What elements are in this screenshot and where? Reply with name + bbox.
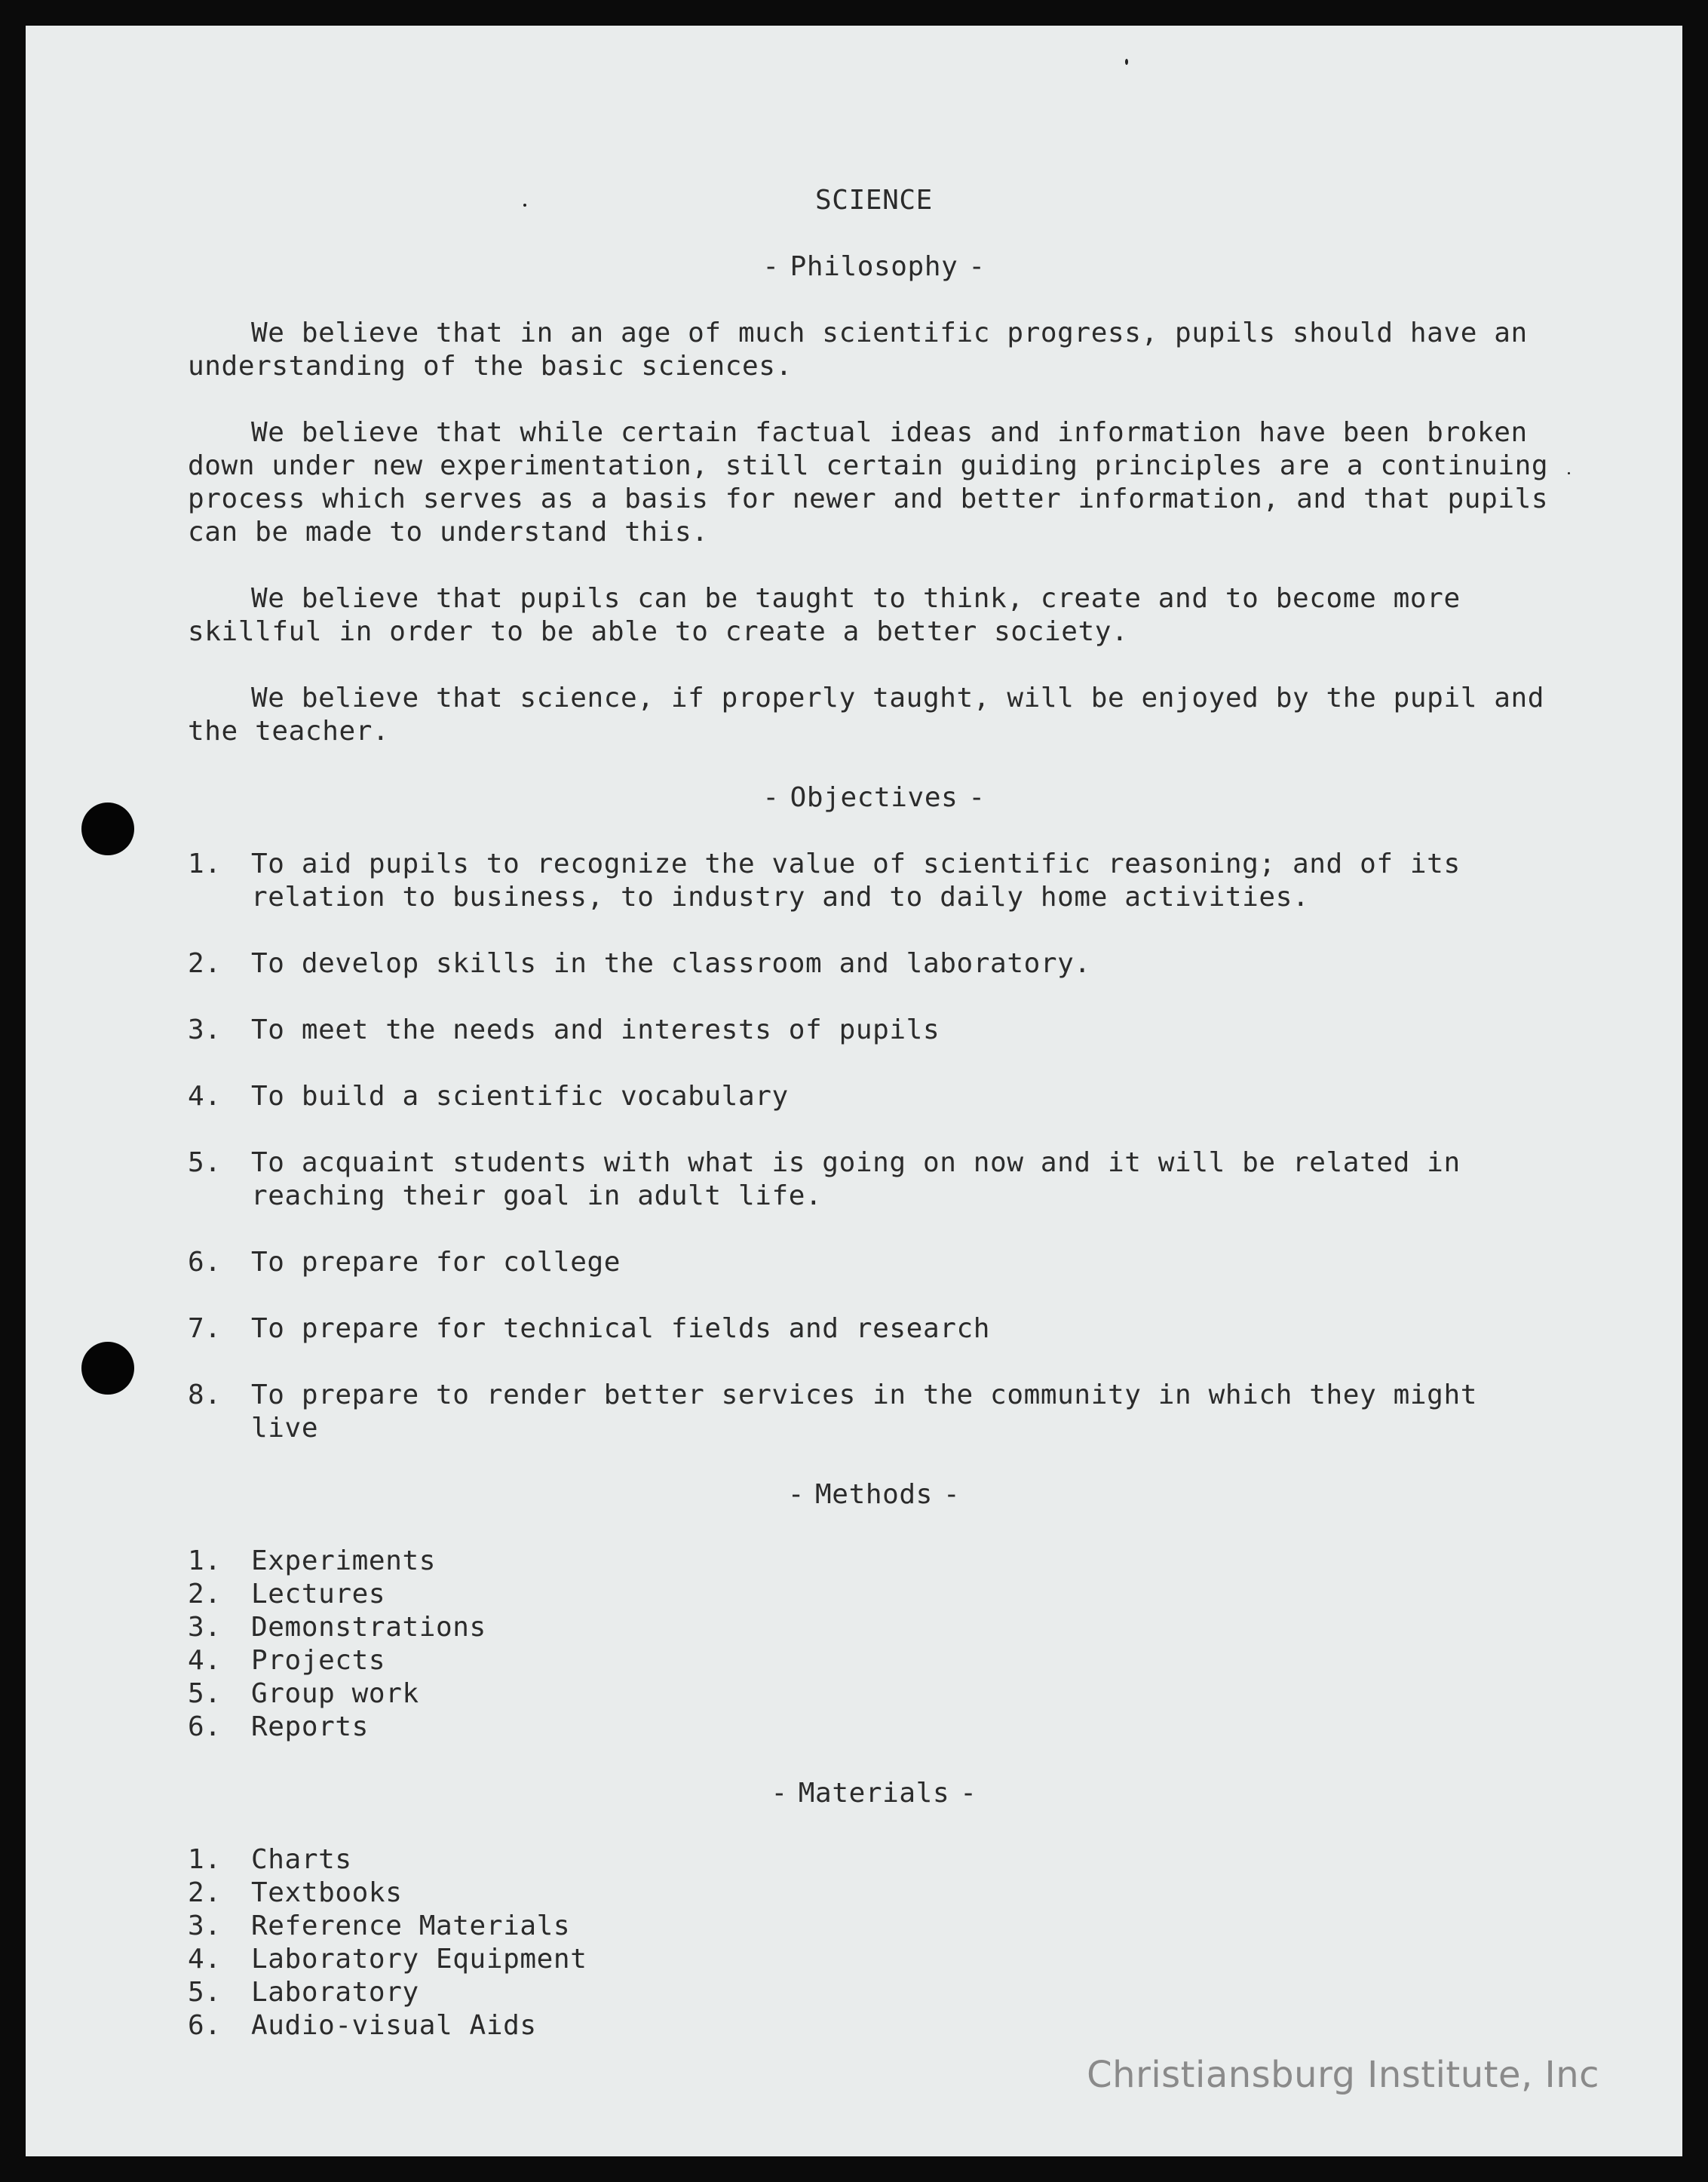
objectives-list xyxy=(188,848,1560,1445)
list-item xyxy=(188,1611,1560,1644)
item-text: Experiments xyxy=(251,1545,437,1576)
archive-watermark: Christiansburg Institute, Inc xyxy=(1087,2054,1599,2096)
list-item xyxy=(188,1545,1560,1578)
document-body xyxy=(188,184,1560,2076)
item-text: To prepare to render better services in the community in which they might live xyxy=(251,1379,1477,1444)
heading-dash: - xyxy=(762,251,780,282)
list-item xyxy=(188,1312,1560,1346)
item-number: 6. xyxy=(188,1711,222,1742)
list-item xyxy=(188,1379,1560,1445)
ink-speck xyxy=(1568,472,1570,474)
list-item xyxy=(188,1711,1560,1744)
list-item xyxy=(188,1578,1560,1611)
item-text: Audio-visual Aids xyxy=(251,2010,537,2041)
item-number: 1. xyxy=(188,849,222,879)
heading-dash: - xyxy=(968,251,986,282)
item-number: 6. xyxy=(188,1247,222,1278)
list-item xyxy=(188,848,1560,914)
item-number: 3. xyxy=(188,1612,222,1643)
philosophy-section xyxy=(188,317,1560,748)
item-number: 5. xyxy=(188,1977,222,2008)
item-number: 1. xyxy=(188,1844,222,1875)
binder-hole-top xyxy=(81,803,134,855)
item-text: Laboratory Equipment xyxy=(251,1944,587,1975)
item-text: Projects xyxy=(251,1645,386,1676)
materials-heading xyxy=(188,1777,1560,1810)
ink-speck xyxy=(1125,59,1128,65)
philosophy-heading-text: Philosophy xyxy=(790,251,958,282)
methods-heading-text: Methods xyxy=(815,1479,933,1510)
heading-dash: - xyxy=(943,1479,961,1510)
philosophy-paragraph: We believe that while certain factual ideas and information have been broken down under new experimentation, still certain guiding principles are a continuing process which serves as a basis for newer and better information, and that pupils can be made to understand this. xyxy=(188,417,1549,548)
list-item xyxy=(188,1644,1560,1677)
item-number: 2. xyxy=(188,1877,222,1908)
item-number: 3. xyxy=(188,1014,222,1045)
materials-list xyxy=(188,1843,1560,2042)
item-number: 1. xyxy=(188,1545,222,1576)
item-text: Laboratory xyxy=(251,1977,419,2008)
heading-dash: - xyxy=(787,1479,805,1510)
philosophy-paragraph: We believe that in an age of much scientific progress, pupils should have an understanding of the basic sciences. xyxy=(188,318,1528,382)
list-item xyxy=(188,1677,1560,1711)
item-number: 5. xyxy=(188,1678,222,1709)
item-text: To develop skills in the classroom and laboratory. xyxy=(251,948,1091,979)
list-item xyxy=(188,1976,1560,2009)
objectives-heading xyxy=(188,781,1560,815)
item-text: Charts xyxy=(251,1844,352,1875)
list-item xyxy=(188,1080,1560,1113)
item-text: To build a scientific vocabulary xyxy=(251,1081,789,1112)
item-text: To prepare for technical fields and research xyxy=(251,1313,991,1344)
item-number: 2. xyxy=(188,948,222,979)
document-page xyxy=(26,26,1682,2156)
list-item xyxy=(188,1843,1560,1877)
philosophy-heading xyxy=(188,250,1560,284)
list-item xyxy=(188,1910,1560,1943)
list-item xyxy=(188,1146,1560,1213)
methods-heading xyxy=(188,1478,1560,1511)
item-text: Lectures xyxy=(251,1579,386,1610)
methods-list xyxy=(188,1545,1560,1744)
item-number: 3. xyxy=(188,1910,222,1941)
list-item xyxy=(188,1943,1560,1976)
item-text: Reference Materials xyxy=(251,1910,571,1941)
heading-dash: - xyxy=(771,1778,788,1809)
philosophy-paragraph: We believe that pupils can be taught to think, create and to become more skillful in order to be able to create a better society. xyxy=(188,583,1461,647)
materials-heading-text: Materials xyxy=(798,1778,950,1809)
item-text: Demonstrations xyxy=(251,1612,486,1643)
objectives-heading-text: Objectives xyxy=(790,782,958,813)
heading-dash: - xyxy=(960,1778,977,1809)
heading-dash: - xyxy=(762,782,780,813)
item-number: 8. xyxy=(188,1379,222,1410)
heading-dash: - xyxy=(968,782,986,813)
item-text: To acquaint students with what is going on now and it will be related in reaching their goal in adult life. xyxy=(251,1147,1461,1211)
list-item xyxy=(188,1014,1560,1047)
item-text: Group work xyxy=(251,1678,419,1709)
item-text: Textbooks xyxy=(251,1877,403,1908)
list-item xyxy=(188,1877,1560,1910)
item-number: 6. xyxy=(188,2010,222,2041)
list-item xyxy=(188,2009,1560,2042)
item-number: 2. xyxy=(188,1579,222,1610)
binder-hole-bottom xyxy=(81,1342,134,1395)
list-item xyxy=(188,947,1560,981)
item-number: 5. xyxy=(188,1147,222,1178)
item-text: To aid pupils to recognize the value of scientific reasoning; and of its relation to business, to industry and to daily home activities. xyxy=(251,849,1461,913)
list-item xyxy=(188,1246,1560,1279)
item-text: To meet the needs and interests of pupils xyxy=(251,1014,940,1045)
item-text: Reports xyxy=(251,1711,369,1742)
item-number: 7. xyxy=(188,1313,222,1344)
philosophy-paragraph: We believe that science, if properly taught, will be enjoyed by the pupil and the teacher. xyxy=(188,683,1545,747)
item-text: To prepare for college xyxy=(251,1247,621,1278)
item-number: 4. xyxy=(188,1645,222,1676)
document-title: SCIENCE xyxy=(815,185,933,216)
item-number: 4. xyxy=(188,1944,222,1975)
item-number: 4. xyxy=(188,1081,222,1112)
